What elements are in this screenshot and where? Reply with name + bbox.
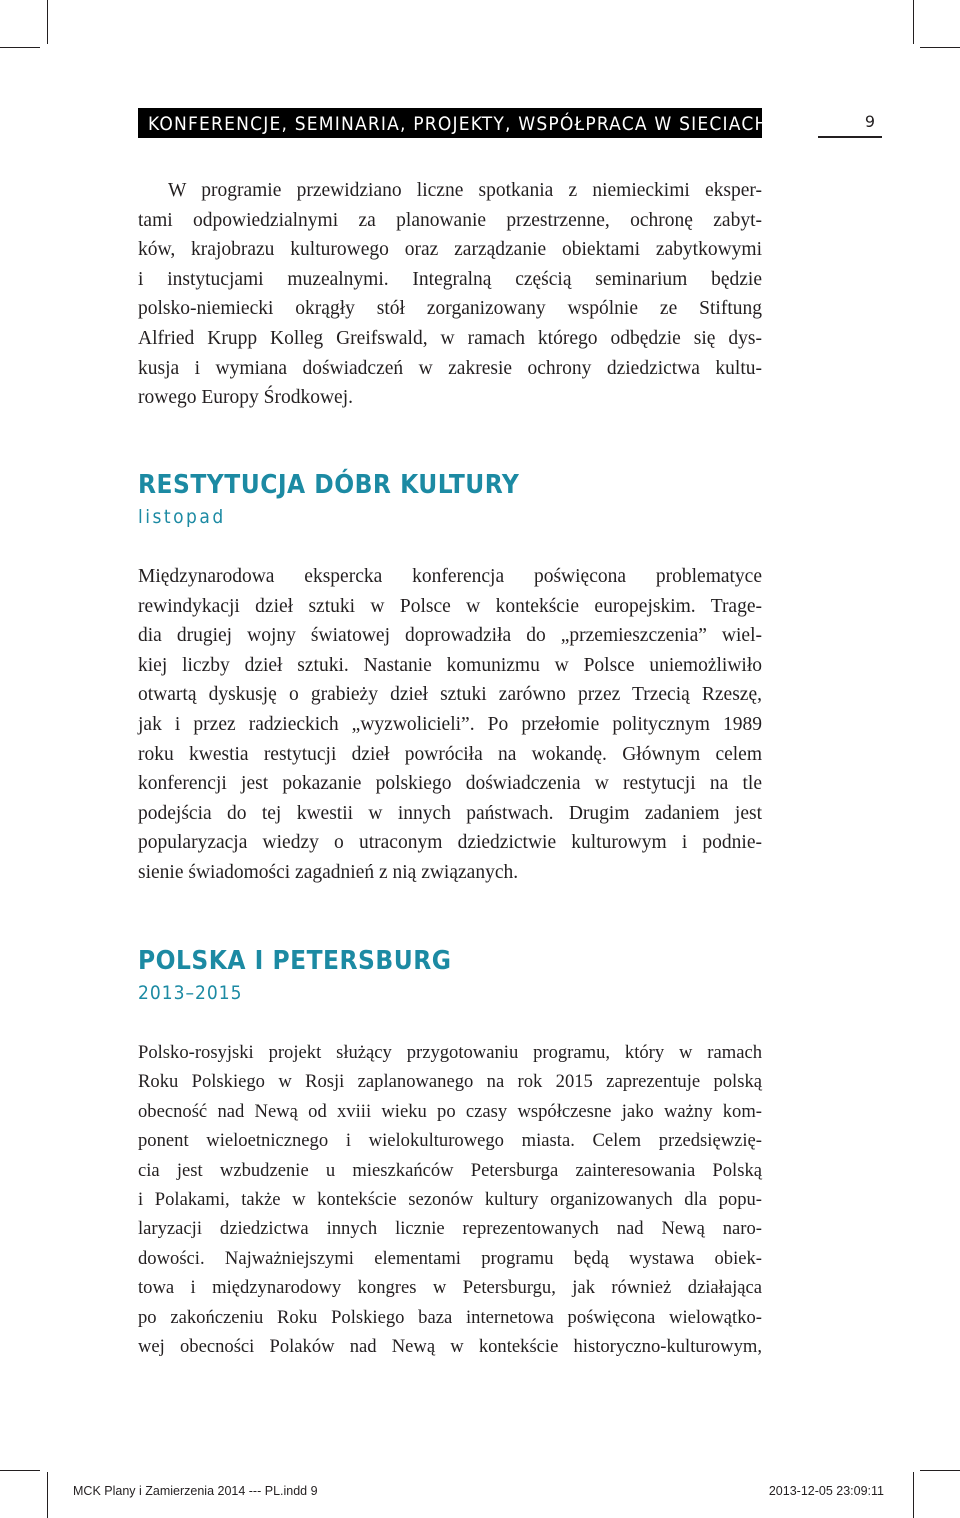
section-paragraph: [138, 562, 762, 888]
crop-mark: [0, 1470, 40, 1471]
text-line: rewindykacji dzieł sztuki w Polsce w kontekście europejskim. Trage-: [138, 595, 762, 617]
section-label: KONFERENCJE, SEMINARIA, PROJEKTY, WSPÓŁPRACA W SIECIACH: [148, 113, 769, 135]
text-line: ków, krajobrazu kulturowego oraz zarządzanie obiektami zabytkowymi: [138, 239, 762, 261]
crop-mark: [920, 1470, 960, 1471]
running-header: [138, 108, 769, 138]
crop-mark: [913, 0, 914, 44]
text-line: tami odpowiedzialnymi za planowanie przestrzenne, ochronę zabyt-: [138, 209, 762, 231]
text-line: dia drugiej wojny światowej doprowadziła do „przemieszczenia” wiel-: [138, 625, 762, 647]
text-line: W programie przewidziano liczne spotkania z niemieckimi eksper-: [168, 180, 762, 201]
text-line: konferencji jest pokazanie polskiego doświadczenia w restytucji na tle: [138, 773, 762, 795]
timestamp: 2013-12-05 23:09:11: [768, 1484, 884, 1498]
crop-mark: [920, 47, 960, 48]
text-line: rowego Europy Środkowej.: [138, 387, 354, 409]
section-subtitle: listopad: [138, 506, 226, 528]
text-line: podejścia do tej kwestii w innych państwach. Drugim zadaniem jest: [138, 802, 762, 824]
crop-mark: [47, 0, 48, 44]
text-line: laryzacji dziedzictwa innych licznie reprezentowanych nad Newą naro-: [138, 1218, 762, 1240]
text-line: polsko-niemiecki okrągły stół zorganizowany wspólnie ze Stiftung: [138, 298, 762, 320]
text-line: po zakończeniu Roku Polskiego baza internetowa poświęcona wielowątko-: [138, 1306, 762, 1328]
crop-mark: [913, 1472, 914, 1518]
text-line: Międzynarodowa ekspercka konferencja poświęcona problematyce: [138, 566, 762, 587]
intro-paragraph: [138, 176, 762, 413]
section-title: RESTYTUCJA DÓBR KULTURY: [138, 470, 520, 500]
text-line: ponent wieloetnicznego i wielokulturowego miasta. Celem przedsięwzię-: [138, 1130, 762, 1152]
text-line: dowości. Najważniejszymi elementami programu będą wystawa obiek-: [138, 1247, 762, 1269]
text-line: otwartą dyskusję o grabieży dzieł sztuki zarówno przez Trzecią Rzeszę,: [138, 684, 762, 706]
text-line: jak i przez radzieckich „wyzwolicieli”. Po przełomie politycznym 1989: [138, 713, 762, 735]
text-line: sienie świadomości zagadnień z nią związanych.: [138, 861, 519, 883]
text-line: i Polakami, także w kontekście sezonów kultury organizowanych dla popu-: [138, 1189, 762, 1211]
text-line: Alfried Krupp Kolleg Greifswald, w ramach którego odbędzie się dys-: [138, 327, 762, 349]
text-line: roku kwestia restytucji dzieł powróciła na wokandę. Głównym celem: [138, 743, 762, 765]
crop-mark: [0, 47, 40, 48]
section-subtitle: 2013–2015: [138, 982, 243, 1004]
text-line: cia jest wzbudzenie u mieszkańców Petersburga zainteresowania Polską: [138, 1159, 762, 1181]
text-line: i instytucjami muzealnymi. Integralną częścią seminarium będzie: [138, 268, 762, 290]
text-line: Roku Polskiego w Rosji zaplanowanego na rok 2015 zaprezentuje polską: [138, 1071, 762, 1093]
page-number-rule: [818, 136, 882, 138]
text-line: wej obecności Polaków nad Newą w kontekście historyczno-kulturowym,: [138, 1336, 762, 1358]
crop-mark: [47, 1472, 48, 1518]
section-title: POLSKA I PETERSBURG: [138, 946, 452, 976]
file-info: MCK Plany i Zamierzenia 2014 --- PL.indd 9: [73, 1484, 318, 1498]
page-number: 9: [864, 112, 876, 131]
text-line: kusja i wymiana doświadczeń w zakresie ochrony dziedzictwa kultu-: [138, 357, 762, 379]
text-line: kiej liczby dzieł sztuki. Nastanie komunizmu w Polsce uniemożliwiło: [138, 654, 762, 676]
text-line: Polsko-rosyjski projekt służący przygotowaniu programu, który w ramach: [138, 1042, 762, 1063]
section-paragraph: [138, 1038, 762, 1361]
text-line: popularyzacja wiedzy o utraconym dziedzictwie kulturowym i podnie-: [138, 832, 762, 854]
text-line: towa i międzynarodowy kongres w Petersburgu, jak również działająca: [138, 1277, 762, 1299]
text-line: obecność nad Newą od xviii wieku po czasy współczesne jako ważny kom-: [138, 1100, 762, 1122]
